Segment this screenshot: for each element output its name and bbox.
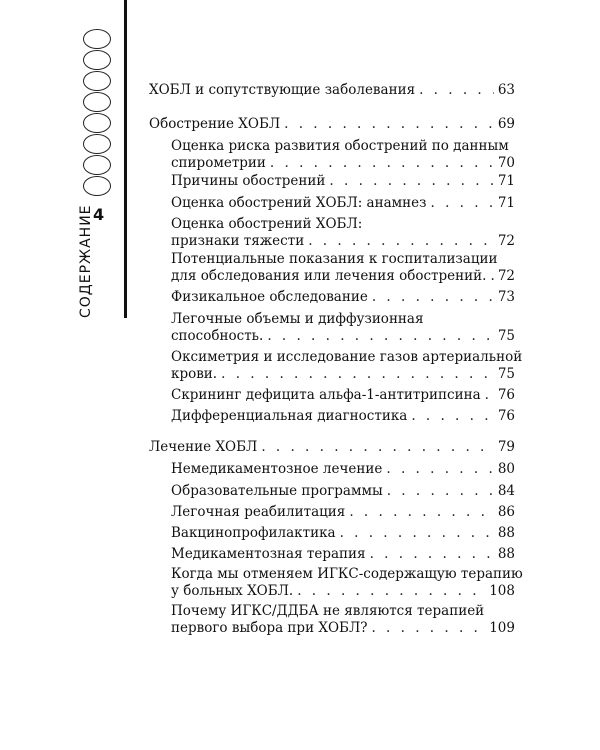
toc-entry[interactable] (171, 525, 515, 542)
toc-entry-page: 71 (497, 173, 515, 189)
toc-entry-title: Образовательные программы (171, 483, 383, 499)
toc-entry-page: 88 (497, 525, 515, 541)
toc-entry-title: Физикальное обследование (171, 289, 368, 305)
binding-ring-icon (83, 113, 111, 133)
toc-entry-page: 76 (497, 408, 515, 424)
toc-entry-title: ХОБЛ и сопутствующие заболевания (149, 82, 416, 98)
toc-entry-page: 75 (497, 366, 515, 382)
toc-entry-page: 72 (497, 268, 515, 284)
toc-entry-title: способность. (171, 328, 264, 344)
toc-entry-page: 72 (497, 233, 515, 249)
toc-entry[interactable] (171, 566, 523, 600)
toc-entry[interactable] (149, 439, 515, 456)
toc-entry-title: Скрининг дефицита альфа-1-антитрипсина (171, 387, 481, 403)
toc-entry-title: спирометрии (171, 155, 266, 171)
toc-entry[interactable] (171, 546, 515, 563)
toc-entry[interactable] (171, 173, 515, 190)
toc-entry-title: Причины обострений (171, 173, 326, 189)
toc-entry-title: Потенциальные показания к госпитализации (171, 251, 498, 267)
toc-entry-title: Оценка обострений ХОБЛ: (171, 216, 363, 232)
toc-entry-page: 109 (489, 620, 515, 636)
toc-entry-title: Легочная реабилитация (171, 504, 346, 520)
binding-ring-icon (83, 134, 111, 154)
binding-ring-icon (83, 155, 111, 175)
toc-entry-title: Лечение ХОБЛ (149, 439, 258, 455)
toc-entry[interactable] (171, 289, 515, 306)
toc-entry-title: Дифференциальная диагностика (171, 408, 408, 424)
toc-entry-title: у больных ХОБЛ. (171, 583, 294, 599)
toc-entry[interactable] (171, 408, 515, 425)
toc-entry-title: крови. (171, 366, 218, 382)
toc-entry-title: Медикаментозная терапия (171, 546, 366, 562)
toc-entry[interactable] (171, 195, 515, 212)
binding-ring-icon (83, 50, 111, 70)
toc-entry-page: 70 (497, 155, 515, 171)
sidebar-rule (124, 0, 127, 318)
toc-entry[interactable] (149, 116, 515, 133)
toc-entry-page: 73 (497, 289, 515, 305)
toc-entry[interactable] (171, 461, 515, 478)
toc-entry-title: Обострение ХОБЛ (149, 116, 281, 132)
running-head: СОДЕРЖАНИЕ (78, 204, 94, 318)
toc-entry-page: 84 (497, 483, 515, 499)
toc-entry-page: 71 (497, 195, 515, 211)
toc-entry[interactable] (171, 387, 515, 404)
toc-entry[interactable] (171, 216, 515, 250)
toc-entry[interactable] (171, 483, 515, 500)
toc-entry[interactable] (149, 82, 515, 99)
toc-entry-title: признаки тяжести (171, 233, 305, 249)
toc-entry-title: первого выбора при ХОБЛ? (171, 620, 368, 636)
toc-entry-page: 75 (497, 328, 515, 344)
toc-entry-title: Почему ИГКС/ДДБА не являются терапией (171, 603, 485, 619)
binding-ring-icon (83, 71, 111, 91)
toc-entry-page: 88 (497, 546, 515, 562)
toc-entry-title: Оценка риска развития обострений по данным (171, 138, 509, 154)
toc-entry-title: Когда мы отменяем ИГКС-содержащую терапию (171, 566, 523, 582)
toc-entry-page: 76 (497, 387, 515, 403)
toc-entry-page: 63 (497, 82, 515, 98)
toc-entry[interactable] (171, 349, 523, 383)
toc-entry-page: 86 (497, 504, 515, 520)
binding-ring-icon (83, 29, 111, 49)
toc-entry-title: Легочные объемы и диффузионная (171, 311, 424, 327)
toc-entry[interactable] (171, 311, 515, 345)
toc-entry-title: Оксиметрия и исследование газов артериальной (171, 349, 523, 365)
binding-ring-icon (83, 92, 111, 112)
toc-entry[interactable] (171, 603, 515, 637)
toc-entry-title: Вакцинопрофилактика (171, 525, 336, 541)
toc-entry-page: 108 (489, 583, 515, 599)
toc-entry[interactable] (171, 138, 515, 172)
toc-entry-title: для обследования или лечения обострений. (171, 268, 487, 284)
toc-entry-title: Оценка обострений ХОБЛ: анамнез (171, 195, 427, 211)
binding-rings (83, 29, 117, 197)
toc-entry-page: 79 (497, 439, 515, 455)
toc-entry-page: 69 (497, 116, 515, 132)
toc-entry-page: 80 (497, 461, 515, 477)
toc-entry-title: Немедикаментозное лечение (171, 461, 383, 477)
toc-entry[interactable] (171, 251, 515, 285)
page-number: 4 (93, 205, 105, 224)
binding-ring-icon (83, 176, 111, 196)
toc-entry[interactable] (171, 504, 515, 521)
